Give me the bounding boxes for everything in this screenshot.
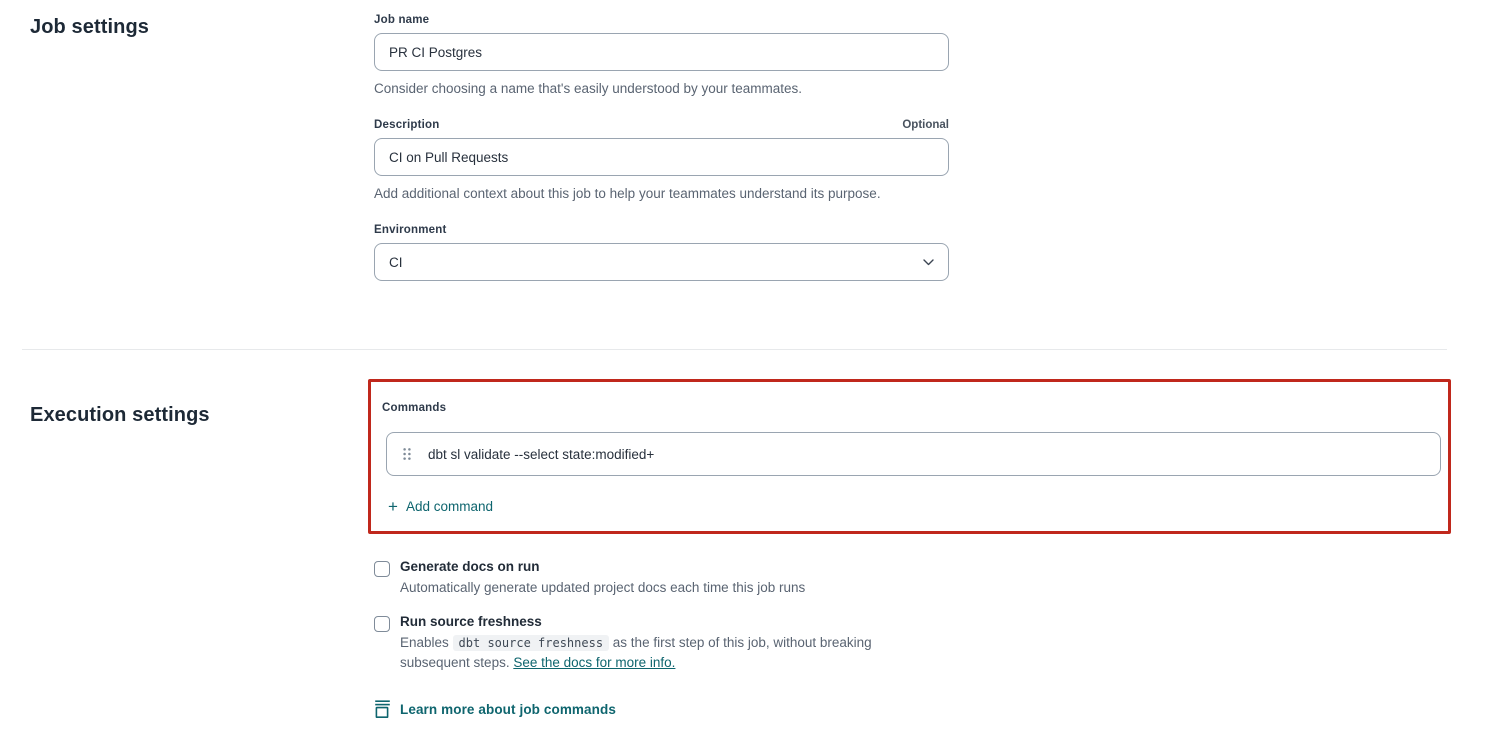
drag-handle-icon[interactable]	[394, 447, 420, 461]
command-row[interactable]	[386, 432, 1441, 476]
description-optional-badge: Optional	[902, 119, 949, 132]
generate-docs-helper: Automatically generate updated project docs each time this job runs	[400, 580, 806, 596]
job-settings-heading-column	[30, 14, 374, 39]
description-helper: Add additional context about this job to help your teammates understand its purpose.	[374, 186, 881, 202]
environment-select[interactable]	[374, 243, 949, 281]
source-freshness-helper	[400, 633, 945, 674]
source-freshness-helper-suffix: as the first step of this job, without breaking subsequent steps.	[400, 634, 872, 670]
job-name-field-group	[374, 14, 1451, 98]
execution-settings-heading-column	[30, 379, 374, 427]
see-docs-link[interactable]: See the docs for more info.	[513, 654, 676, 670]
description-label: Description	[374, 119, 440, 132]
source-freshness-option	[374, 614, 1451, 674]
job-settings-title: Job settings	[30, 16, 149, 38]
source-freshness-checkbox[interactable]	[374, 616, 390, 632]
execution-settings-section	[30, 379, 1451, 724]
job-name-input[interactable]	[374, 33, 949, 71]
job-settings-section	[30, 14, 1451, 302]
environment-label: Environment	[374, 224, 447, 237]
environment-selected-value: CI	[389, 254, 403, 270]
execution-settings-title: Execution settings	[30, 404, 210, 427]
source-freshness-text	[400, 614, 945, 674]
add-command-button[interactable]	[388, 498, 493, 515]
docs-book-icon	[374, 700, 391, 719]
description-field-group	[374, 119, 1451, 203]
commands-label: Commands	[382, 402, 447, 415]
job-name-helper: Consider choosing a name that's easily understood by your teammates.	[374, 81, 803, 96]
plus-icon: +	[388, 497, 398, 517]
command-input-value[interactable]: dbt sl validate --select state:modified+	[428, 446, 655, 462]
execution-settings-form-column	[374, 379, 1451, 724]
job-settings-form-column	[374, 14, 1451, 302]
learn-more-link[interactable]	[374, 700, 616, 719]
generate-docs-checkbox[interactable]	[374, 561, 390, 577]
source-freshness-helper-prefix: Enables	[400, 634, 453, 650]
generate-docs-label: Generate docs on run	[400, 559, 540, 575]
learn-more-label: Learn more about job commands	[400, 702, 616, 718]
source-freshness-label: Run source freshness	[400, 613, 542, 629]
environment-field-group	[374, 224, 1451, 281]
generate-docs-text	[400, 559, 805, 598]
chevron-down-icon	[923, 259, 934, 266]
commands-highlighted-box	[368, 379, 1451, 534]
source-freshness-code-snippet: dbt source freshness	[453, 635, 610, 651]
section-divider	[22, 349, 1447, 350]
description-input[interactable]	[374, 138, 949, 176]
generate-docs-option	[374, 559, 1451, 598]
add-command-label: Add command	[405, 499, 493, 515]
description-label-row	[374, 119, 949, 131]
job-name-label: Job name	[374, 14, 430, 26]
